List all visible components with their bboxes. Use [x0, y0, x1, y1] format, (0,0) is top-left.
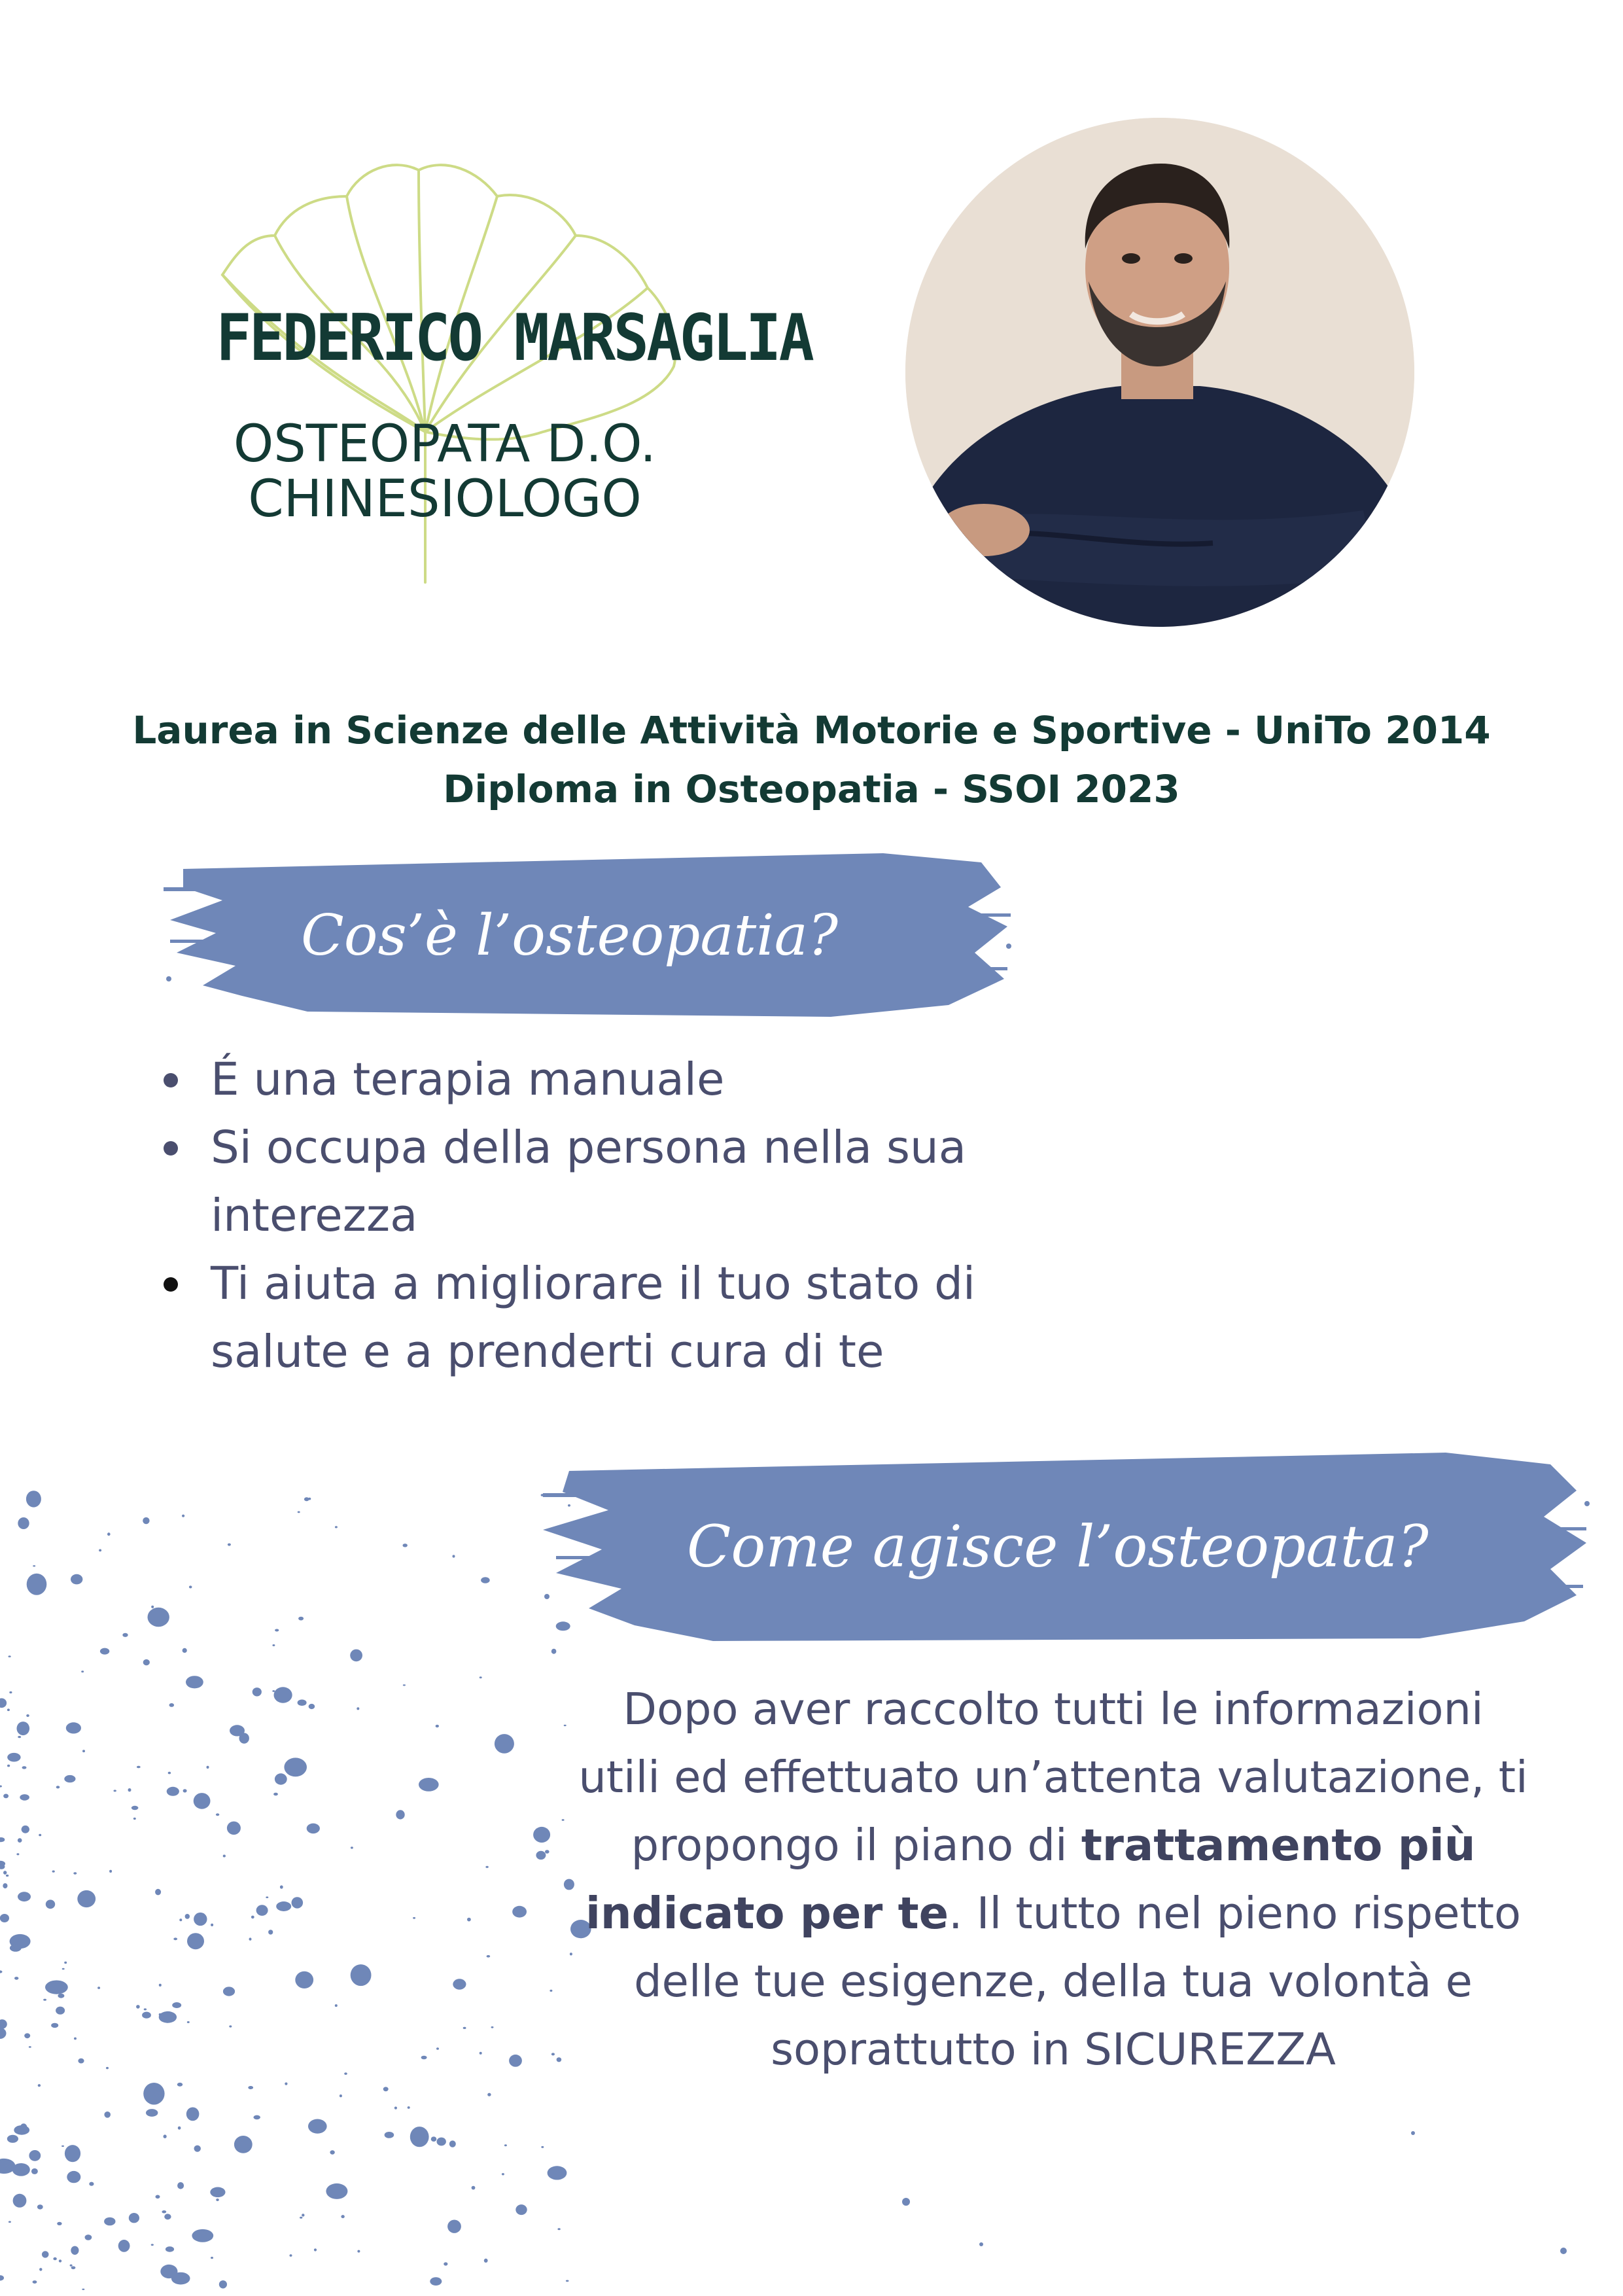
splatter-dot: [114, 1790, 116, 1792]
splatter-dot: [551, 1649, 557, 1654]
splatter-dot: [6, 1875, 9, 1877]
splatter-dot: [26, 1714, 29, 1717]
splatter-dot: [182, 1515, 184, 1517]
splatter-dot: [216, 1813, 219, 1816]
splatter-dot: [104, 2111, 111, 2118]
splatter-dot: [0, 1914, 9, 1922]
splatter-dot: [52, 1871, 55, 1873]
splatter-dot: [463, 2027, 466, 2029]
splatter-dot: [304, 1497, 309, 1501]
splatter-dot: [340, 2094, 342, 2097]
splatter-dot: [308, 2119, 327, 2134]
splatter-dot: [268, 1930, 273, 1934]
splatter-dot: [557, 2057, 562, 2062]
splatter-dot: [53, 2257, 56, 2260]
splatter-dot: [167, 1787, 179, 1796]
splatter-dot: [16, 1853, 19, 1855]
splatter-dot: [430, 2277, 442, 2286]
splatter-dot: [143, 1517, 149, 1524]
splatter-dot: [71, 1574, 82, 1585]
splatter-dot: [144, 2008, 147, 2010]
splatter-dot: [99, 1549, 101, 1552]
splatter-dot: [300, 2217, 302, 2219]
splatter-dot: [403, 1544, 408, 1547]
splatter-dot: [307, 1824, 320, 1834]
splatter-dot: [106, 2067, 109, 2069]
splatter-dot: [341, 2215, 344, 2218]
splatter-dot: [42, 2251, 49, 2257]
splatter-dot: [133, 1818, 136, 1820]
splatter-dot: [22, 1766, 27, 1769]
splatter-dot: [143, 1659, 150, 1665]
splatter-dot: [18, 1736, 21, 1738]
splatter-dot: [71, 2267, 76, 2270]
splatter-dot: [335, 2004, 338, 2007]
splatter-dot: [551, 2053, 555, 2055]
splatter-dot: [171, 2272, 190, 2285]
splatter-dot: [484, 2259, 488, 2263]
splatter-dot: [27, 1574, 47, 1595]
splatter-dot: [159, 1984, 162, 1987]
degree-laurea: Laurea in Scienze delle Attività Motorie e Sportive - UniTo 2014: [132, 708, 1491, 752]
splatter-dot: [251, 1916, 254, 1919]
splatter-dot: [902, 2198, 910, 2206]
splatter-dot: [0, 1698, 7, 1708]
splatter-dot: [194, 2146, 201, 2152]
splatter-dot: [0, 1837, 5, 1842]
splatter-dot: [20, 2123, 27, 2130]
splatter-dot: [33, 1565, 35, 1566]
splatter-dot: [168, 1772, 171, 1775]
splatter-dot: [467, 1918, 471, 1922]
splatter-dot: [173, 1937, 177, 1940]
splatter-dot: [396, 1810, 404, 1819]
splatter-dot: [273, 1793, 278, 1796]
splatter-dot: [550, 1990, 552, 1992]
splatter-dot: [437, 2138, 446, 2146]
bullet-icon: [164, 1073, 178, 1087]
splatter-dot: [330, 2150, 334, 2154]
splatter-dot: [31, 2168, 38, 2174]
splatter-dot: [7, 1765, 10, 1767]
splatter-dot: [104, 2217, 115, 2226]
splatter-dot: [566, 2280, 569, 2282]
splatter-dot: [24, 2033, 30, 2038]
degree-diploma: Diploma in Osteopatia - SSOI 2023: [443, 767, 1180, 811]
splatter-dot: [533, 1827, 550, 1843]
splatter-dot: [128, 1788, 131, 1792]
splatter-dot: [248, 2086, 253, 2089]
splatter-dot: [295, 1971, 313, 1988]
bullet-list: [157, 1046, 1034, 1386]
splatter-dot: [97, 1987, 100, 1989]
splatter-dot: [187, 1933, 204, 1949]
splatter-dot: [89, 2182, 94, 2186]
splatter-dot: [146, 2109, 158, 2117]
splatter-dot: [326, 2183, 347, 2199]
splatter-dot: [335, 1526, 338, 1528]
splatter-dot: [136, 2005, 140, 2009]
splatter-dot: [29, 2046, 31, 2048]
splatter-dot: [504, 2144, 507, 2146]
splatter-dot: [515, 2204, 527, 2215]
splatter-dot: [172, 2002, 181, 2008]
splatter-dot: [107, 1532, 111, 1536]
splatter-dot: [38, 2084, 41, 2087]
splatter-dot: [421, 2056, 427, 2060]
splatter-dot: [292, 1897, 304, 1908]
splatter-dot: [166, 2246, 174, 2252]
splatter-dot: [81, 1670, 84, 1672]
splatter-dot: [548, 2166, 567, 2180]
splatter-dot: [0, 1970, 3, 1973]
ginkgo-leaf-logo: [196, 157, 812, 602]
splatter-dot: [314, 2248, 317, 2251]
splatter-dot: [495, 1734, 514, 1754]
splatter-dot: [71, 2246, 79, 2255]
splatter-dot: [1560, 2248, 1567, 2254]
splatter-dot: [413, 1917, 415, 1919]
splatter-dot: [447, 2220, 461, 2233]
splatter-dot: [7, 2135, 18, 2143]
splatter-dot: [239, 1733, 249, 1743]
splatter-dot: [20, 1794, 29, 1801]
splatter-dot: [3, 1883, 7, 1888]
splatter-dot: [189, 1585, 192, 1588]
splatter-dot: [82, 1750, 85, 1752]
splatter-dot: [177, 2083, 183, 2087]
splatter-dot: [249, 1937, 252, 1940]
splatter-dot: [472, 2186, 476, 2190]
splatter-dot: [194, 1913, 207, 1926]
splatter-dot: [385, 2132, 394, 2138]
splatter-dot: [290, 2254, 292, 2257]
splatter-dot: [491, 2026, 494, 2028]
splatter-dot: [211, 1924, 213, 1926]
heading-come-agisce: Come agisce l’osteopata?: [687, 1513, 1429, 1580]
splatter-dot: [18, 1838, 22, 1843]
splatter-dot: [351, 1964, 372, 1986]
splatter-dot: [453, 1555, 455, 1557]
splatter-dot: [487, 1955, 491, 1958]
role-chinesiologo: CHINESIOLOGO: [248, 470, 642, 529]
splatter-dot: [357, 1707, 359, 1710]
splatter-dot: [7, 1708, 10, 1711]
splatter-dot: [485, 1866, 488, 1868]
splatter-dot: [56, 1786, 60, 1788]
role-osteopata: OSTEOPATA D.O.: [233, 415, 657, 474]
splatter-dot: [82, 2289, 84, 2290]
splatter-dot: [156, 2195, 160, 2199]
splatter-dot: [159, 2011, 177, 2023]
splatter-dot: [46, 1899, 55, 1909]
splatter-dot: [169, 1703, 175, 1707]
splatter-dot: [43, 1999, 46, 2001]
splatter-dot: [383, 2087, 389, 2091]
splatter-dot: [357, 2250, 360, 2253]
list-item: Si occupa della persona nella sua interezza: [157, 1114, 1034, 1250]
splatter-dot: [61, 2146, 64, 2147]
splatter-dot: [183, 1789, 187, 1792]
splatter-dot: [159, 2013, 162, 2016]
splatter-dot: [211, 2257, 213, 2259]
splatter-dot: [219, 2280, 227, 2288]
splatter-dot: [14, 1977, 18, 1980]
splatter-dot: [59, 2259, 61, 2262]
splatter-dot: [85, 2234, 92, 2240]
splatter-dot: [280, 1885, 283, 1888]
splatter-dot: [122, 1633, 128, 1637]
splatter-dot: [78, 2058, 84, 2064]
splatter-dot: [0, 2019, 7, 2028]
splatter-dot: [266, 1896, 268, 1898]
splatter-dot: [17, 1722, 30, 1735]
bullet-icon: [164, 1277, 178, 1292]
list-item: Ti aiuta a migliorare il tuo stato di salute e a prenderti cura di te: [157, 1250, 1034, 1386]
splatter-dot: [207, 1766, 209, 1769]
splatter-dot: [18, 1892, 31, 1901]
splatter-dot: [0, 1786, 2, 1788]
splatter-dot: [187, 2021, 190, 2023]
splatter-dot: [228, 1544, 231, 1546]
splatter-dot: [449, 2140, 456, 2147]
splatter-dot: [45, 1981, 68, 1994]
splatter-dot: [26, 1491, 41, 1507]
splatter-dot: [183, 1648, 187, 1653]
splatter-dot: [298, 1699, 307, 1706]
splatter-dot: [179, 1918, 182, 1921]
splatter-dot: [564, 1879, 574, 1890]
splatter-dot: [419, 1778, 439, 1792]
splatter-dot: [29, 2150, 41, 2161]
splatter-dot: [7, 1753, 20, 1762]
heading-cos-e-osteopatia: Cos’è l’osteopatia?: [301, 903, 839, 968]
splatter-dot: [9, 1691, 12, 1693]
splatter-dot: [557, 2228, 560, 2230]
splatter-dot: [227, 1822, 241, 1835]
splatter-dot: [210, 2187, 225, 2198]
splatter-dot: [64, 1775, 75, 1782]
splatter-dot: [285, 2083, 287, 2085]
splatter-dot: [480, 2052, 482, 2055]
splatter-dot: [9, 1655, 11, 1657]
splatter-dot: [3, 1871, 7, 1875]
splatter-dot: [545, 1850, 550, 1854]
splatter-dot: [148, 1608, 169, 1627]
splatter-dot: [256, 1905, 268, 1916]
splatter-dot: [350, 1650, 362, 1662]
splatter-dot: [562, 1819, 565, 1821]
splatter-dot: [3, 1794, 9, 1799]
emphasis-text: trattamento più indicato per te: [585, 1820, 1476, 1939]
splatter-dot: [164, 2214, 171, 2219]
splatter-dot: [229, 2025, 232, 2027]
splatter-dot: [0, 2028, 7, 2039]
splatter-dot: [37, 2204, 43, 2209]
splatter-dot: [480, 1676, 482, 1678]
splatter-dot: [33, 2280, 37, 2284]
splatter-dot: [0, 2275, 4, 2280]
splatter-dot: [194, 1793, 211, 1809]
splatter-dot: [979, 2242, 983, 2246]
splatter-dot: [436, 1725, 439, 1727]
splatter-dot: [275, 1773, 287, 1784]
splatter-dot: [70, 2265, 73, 2267]
splatter-dot: [541, 2146, 544, 2148]
splatter-dot: [186, 1676, 203, 1688]
splatter-dot: [155, 1889, 161, 1896]
splatter-dot: [276, 1901, 291, 1911]
splatter-dot: [223, 1855, 226, 1858]
splatter-dot: [192, 2229, 213, 2242]
splatter-dot: [100, 1648, 109, 1655]
splatter-dot: [39, 2268, 42, 2271]
splatter-dot: [216, 2199, 219, 2201]
splatter-dot: [74, 2038, 77, 2040]
splatter-dot: [253, 2115, 260, 2120]
splatter-dot: [502, 2173, 504, 2175]
splatter-dot: [109, 1870, 112, 1873]
splatter-dot: [56, 2007, 65, 2015]
splatter-dot: [223, 1987, 235, 1996]
splatter-dot: [67, 2171, 80, 2183]
splatter-dot: [509, 2055, 522, 2067]
splatter-dot: [162, 2210, 166, 2213]
splatter-dot: [51, 2023, 58, 2028]
splatter-dot: [177, 2182, 184, 2189]
splatter-dot: [410, 2127, 429, 2147]
splatter-dot: [1411, 2131, 1415, 2135]
splatter-dot: [275, 1629, 279, 1632]
splatter-dot: [436, 2047, 439, 2050]
splatter-dot: [39, 1834, 41, 1837]
splatter-dot: [58, 1994, 64, 1998]
splatter-dot: [22, 1826, 29, 1833]
splatter-dot: [77, 1890, 96, 1907]
splatter-dot: [274, 1687, 292, 1703]
splatter-dot: [272, 1644, 275, 1646]
list-item: É una terapia manuale: [157, 1046, 1034, 1114]
splatter-dot: [186, 2108, 200, 2121]
splatter-dot: [234, 2136, 253, 2153]
brand-name: FEDERICO MARSAGLIA: [216, 301, 812, 376]
splatter-dot: [344, 2072, 347, 2075]
splatter-dot: [453, 1979, 466, 1989]
splatter-dot: [18, 1517, 29, 1529]
splatter-dot: [444, 2262, 447, 2265]
splatter-dot: [394, 2107, 397, 2110]
splatter-dot: [10, 1944, 22, 1951]
splatter-dot: [143, 2083, 164, 2105]
splatter-dot: [408, 2106, 410, 2109]
splatter-dot: [142, 2012, 151, 2019]
splatter-dot: [164, 2134, 167, 2138]
splatter-dot: [272, 1690, 275, 1692]
splatter-dot: [65, 2145, 80, 2162]
splatter-dot: [151, 2244, 154, 2246]
splatter-dot: [64, 1962, 67, 1964]
splatter-dot: [185, 1914, 190, 1919]
splatter-dot: [129, 2213, 139, 2223]
splatter-dot: [570, 1952, 572, 1955]
splatter-dot: [284, 1757, 307, 1776]
splatter-dot: [298, 1511, 300, 1513]
splatter-dot: [403, 1684, 406, 1686]
splatter-dot: [512, 1906, 527, 1918]
splatter-dot: [536, 1851, 546, 1860]
splatter-dot: [564, 1725, 567, 1726]
splatter-dot: [487, 2093, 491, 2096]
description-paragraph: Dopo aver raccolto tutti le informazioni utili ed effettuato un’attenta valutazione, ti propongo il piano di trattamento più indicato per te. Il tutto nel pieno rispetto delle tue esigenze, della tua volontà e soprattutto in SICUREZZA: [578, 1684, 1528, 2075]
splatter-dot: [309, 1704, 315, 1709]
splatter-dot: [9, 2221, 11, 2223]
splatter-dot: [151, 1606, 154, 1608]
splatter-dot: [57, 2222, 61, 2225]
splatter-dot: [66, 1722, 81, 1733]
splatter-dot: [131, 1806, 139, 1810]
splatter-dot: [253, 1687, 262, 1696]
splatter-dot: [431, 2136, 437, 2142]
splatter-dot: [73, 1872, 77, 1874]
splatter-dot: [62, 1968, 65, 1970]
splatter-dot: [137, 1766, 141, 1769]
splatter-dot: [351, 1846, 353, 1848]
profile-photo: [905, 118, 1414, 627]
splatter-dot: [178, 2127, 181, 2130]
splatter-dot: [118, 2240, 130, 2252]
splatter-dot: [481, 1577, 490, 1583]
splatter-dot: [298, 1617, 304, 1621]
splatter-dot: [13, 2194, 27, 2208]
splatter-dot: [302, 2214, 304, 2216]
bullet-icon: [164, 1141, 178, 1156]
